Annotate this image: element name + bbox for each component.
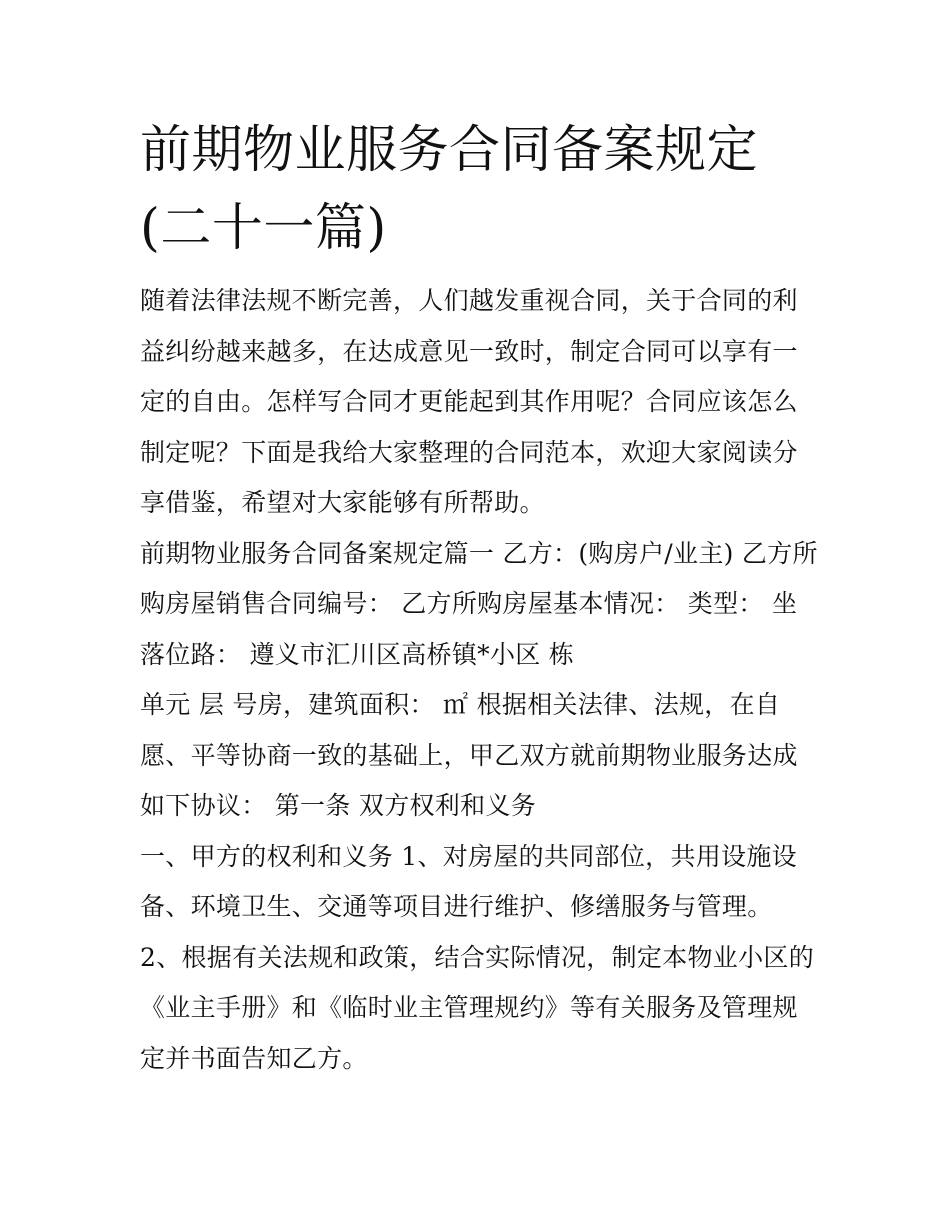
intro-paragraph: 随着法律法规不断完善，人们越发重视合同，关于合同的利益纠纷越来越多，在达成意见一致时，制定合同可以享有一定的自由。怎样写合同才更能起到其作用呢？合同应该怎么制定呢？下面是我给大家整理的合同范本，欢迎大家阅读分享借鉴，希望对大家能够有所帮助。 — [140, 286, 798, 517]
party-a-duties-paragraph: 一、甲方的权利和义务 1、对房屋的共同部位，共用设施设备、环境卫生、交通等项目进行维护、修缮服务与管理。 — [140, 841, 797, 921]
regulations-paragraph: 2、根据有关法规和政策，结合实际情况，制定本物业小区的《业主手册》和《临时业主管理规约》等有关服务及管理规定并书面告知乙方。 — [140, 942, 815, 1073]
property-details-paragraph: 单元 层 号房，建筑面积： ㎡ 根据相关法律、法规，在自愿、平等协商一致的基础上，甲乙双方就前期物业服务达成如下协议： 第一条 双方权利和义务 — [140, 690, 798, 820]
document-body — [140, 276, 820, 1084]
document-title: 前期物业服务合同备案规定(二十一篇) — [140, 121, 759, 258]
contract-parties-paragraph: 前期物业服务合同备案规定篇一 乙方：(购房户/业主) 乙方所购房屋销售合同编号： 乙方所购房屋基本情况： 类型： 坐落位路： 遵义市汇川区高桥镇*小区 栋 — [140, 538, 818, 669]
